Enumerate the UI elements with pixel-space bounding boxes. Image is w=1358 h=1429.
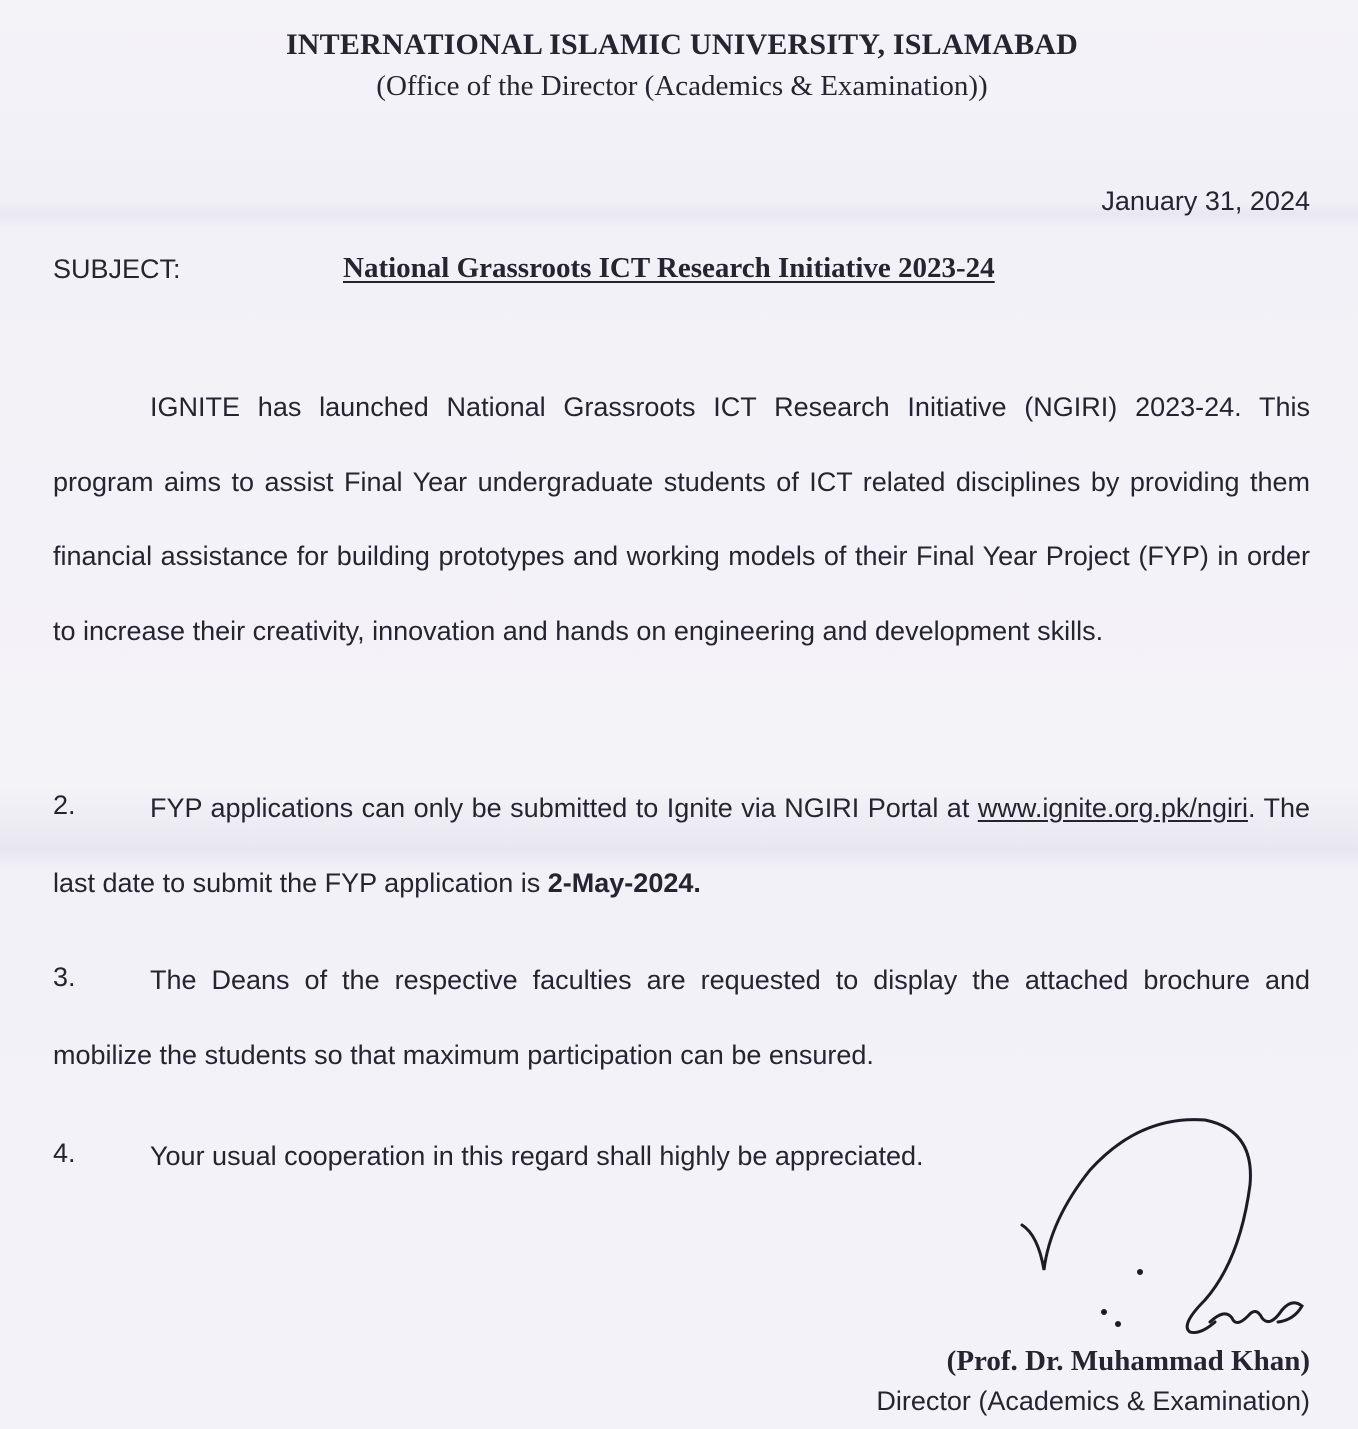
paragraph-2 bbox=[53, 771, 1310, 920]
paragraph-4: Your usual cooperation in this regard shall highly be appreciated. bbox=[150, 1141, 924, 1171]
deadline-date: 2-May-2024. bbox=[547, 867, 701, 898]
subject-title: National Grassroots ICT Research Initiative 2023-24 bbox=[343, 252, 995, 284]
paragraph-3-number: 3. bbox=[53, 962, 76, 992]
signatory-name: (Prof. Dr. Muhammad Khan) bbox=[946, 1345, 1310, 1377]
handwritten-signature bbox=[1010, 1110, 1330, 1350]
paragraph-3: The Deans of the respective faculties are requested to display the attached brochure and mobilize the students so that maximum participation can be ensured. bbox=[53, 965, 1310, 1070]
office-name: (Office of the Director (Academics & Examination)) bbox=[376, 70, 988, 102]
university-name: INTERNATIONAL ISLAMIC UNIVERSITY, ISLAMABAD bbox=[285, 28, 1079, 61]
paragraph-4-number: 4. bbox=[53, 1138, 76, 1168]
paragraph-1: IGNITE has launched National Grassroots ICT Research Initiative (NGIRI) 2023-24. This program aims to assist Final Year undergraduate students of ICT related disciplines by providing them financial assistance for building prototypes and working models of their Final Year Project (FYP) in order to increase their creativity, innovation and hands on engineering and development skills. bbox=[53, 392, 1310, 646]
signatory-title: Director (Academics & Examination) bbox=[876, 1386, 1310, 1416]
paragraph-2-text: FYP applications can only be submitted to Ignite via NGIRI Portal at bbox=[150, 793, 970, 823]
letter-date: January 31, 2024 bbox=[1101, 186, 1310, 216]
ngiri-portal-link[interactable]: www.ignite.org.pk/ngiri bbox=[977, 793, 1248, 823]
paragraph-2-rest: . The last date to submit the FYP application is bbox=[53, 793, 1310, 898]
paragraph-2-number: 2. bbox=[53, 790, 76, 820]
subject-label: SUBJECT: bbox=[53, 254, 181, 284]
